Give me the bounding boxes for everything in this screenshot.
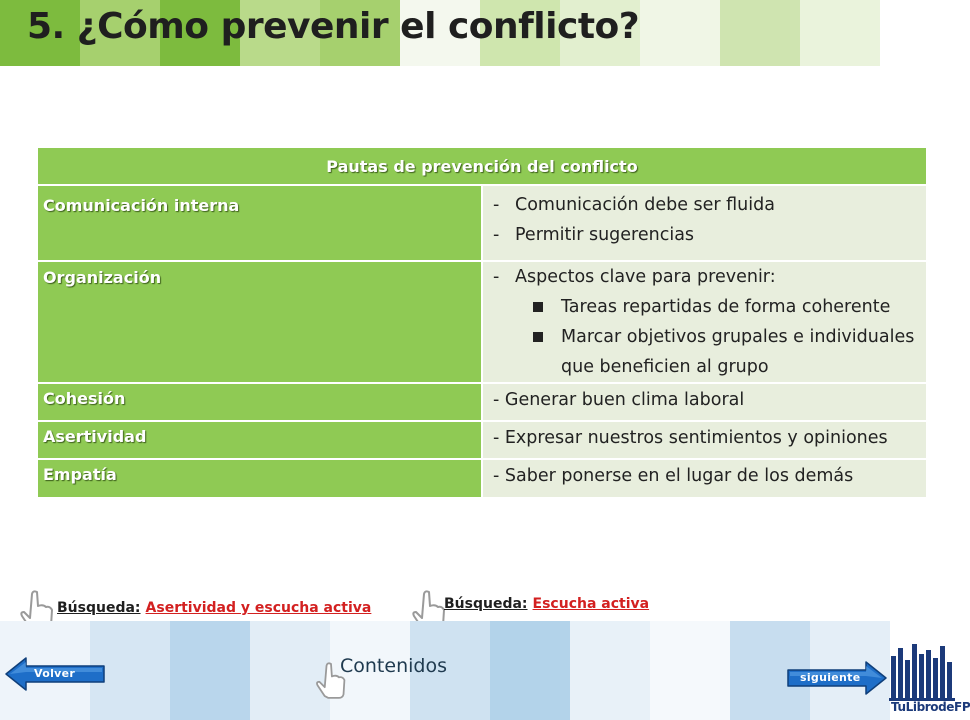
bullet-item: Tareas repartidas de forma coherente [493, 292, 918, 322]
bullet-item: Marcar objetivos grupales e individuales que beneficien al grupo [493, 322, 918, 382]
table-row [38, 459, 926, 497]
row-value [482, 185, 926, 261]
table-row [38, 421, 926, 459]
square-bullet-icon [533, 332, 543, 342]
row-label: Cohesión [38, 383, 482, 421]
search-link-asertividad[interactable]: Búsqueda: Asertividad y escucha activa [57, 600, 372, 616]
table-row [38, 185, 926, 261]
search-link-escucha-activa[interactable]: Búsqueda: Escucha activa [444, 596, 650, 612]
table-header-row [38, 148, 926, 185]
row-label: Comunicación interna [38, 185, 482, 261]
row-value: - Generar buen clima laboral [482, 383, 926, 421]
contents-link[interactable]: Contenidos [340, 655, 447, 677]
logo-text: TuLibrodeFP [891, 700, 970, 714]
row-label: Empatía [38, 459, 482, 497]
row-value: - Expresar nuestros sentimientos y opiniones [482, 421, 926, 459]
row-label: Organización [38, 261, 482, 383]
list-item: - Permitir sugerencias [493, 225, 695, 245]
list-item: - Aspectos clave para prevenir: [493, 267, 776, 287]
list-item: - Comunicación debe ser fluida [493, 195, 775, 215]
next-button[interactable] [784, 660, 888, 696]
table-row [38, 261, 926, 383]
back-label: Volver [34, 667, 76, 680]
table-row [38, 383, 926, 421]
back-button[interactable] [4, 656, 108, 692]
row-label: Asertividad [38, 421, 482, 459]
row-value: - Saber ponerse en el lugar de los demás [482, 459, 926, 497]
table-header: Pautas de prevención del conflicto [38, 148, 926, 185]
row-value [482, 261, 926, 383]
prevention-table [38, 148, 926, 497]
next-label: siguiente [800, 671, 861, 684]
page-title: 5. ¿Cómo prevenir el conflicto? [27, 6, 640, 47]
square-bullet-icon [533, 302, 543, 312]
